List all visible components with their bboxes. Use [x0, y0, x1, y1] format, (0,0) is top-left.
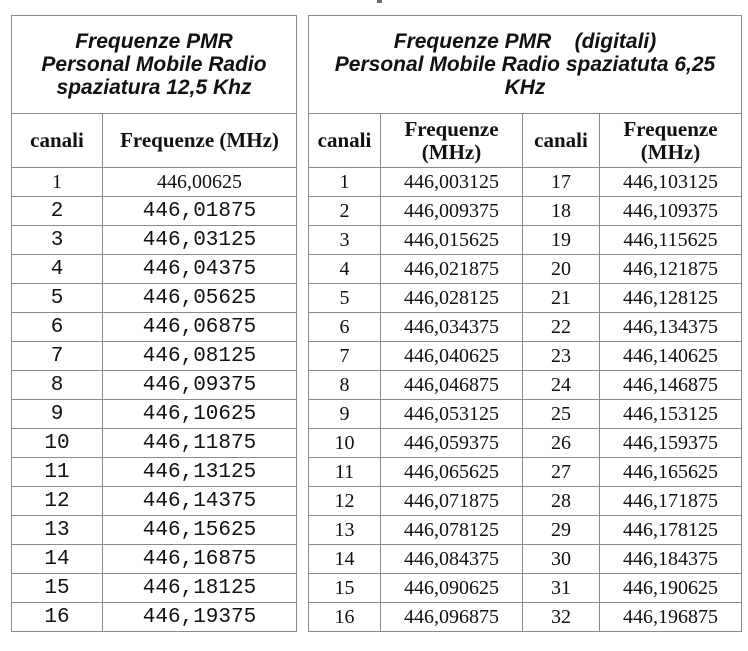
table-title	[309, 16, 742, 114]
header-row	[309, 114, 742, 168]
frequency-cell: 446,196875	[600, 603, 742, 632]
frequency-cell: 446,084375	[381, 545, 523, 574]
channel-cell: 31	[523, 574, 600, 603]
title-line: KHz	[504, 76, 546, 99]
table-row	[12, 545, 297, 574]
frequency-cell: 446,059375	[381, 429, 523, 458]
table-row	[12, 255, 297, 284]
frequency-cell: 446,146875	[600, 371, 742, 400]
table-row	[12, 574, 297, 603]
frequency-cell: 446,128125	[600, 284, 742, 313]
channel-cell: 15	[12, 574, 103, 603]
channel-cell: 15	[309, 574, 381, 603]
table-row	[12, 371, 297, 400]
channel-cell: 8	[12, 371, 103, 400]
frequency-cell: 446,153125	[600, 400, 742, 429]
table-row	[309, 574, 742, 603]
table-row	[12, 487, 297, 516]
table-title	[12, 16, 297, 114]
frequency-cell: 446,053125	[381, 400, 523, 429]
title-line: Personal Mobile Radio spaziatuta 6,25	[334, 53, 716, 76]
table-row	[309, 313, 742, 342]
channel-cell: 2	[309, 197, 381, 226]
table-row	[309, 371, 742, 400]
channel-cell: 13	[309, 516, 381, 545]
frequency-cell: 446,08125	[103, 342, 297, 371]
frequency-cell: 446,00625	[103, 168, 297, 197]
channel-cell: 13	[12, 516, 103, 545]
channel-cell: 10	[309, 429, 381, 458]
frequency-cell: 446,16875	[103, 545, 297, 574]
channel-cell: 3	[12, 226, 103, 255]
frequency-cell: 446,05625	[103, 284, 297, 313]
frequency-cell: 446,11875	[103, 429, 297, 458]
channel-cell: 11	[12, 458, 103, 487]
frequency-cell: 446,134375	[600, 313, 742, 342]
channel-cell: 1	[309, 168, 381, 197]
table-row	[12, 458, 297, 487]
frequency-cell: 446,178125	[600, 516, 742, 545]
frequency-cell: 446,028125	[381, 284, 523, 313]
table-row	[309, 342, 742, 371]
frequency-cell: 446,13125	[103, 458, 297, 487]
frequency-cell: 446,159375	[600, 429, 742, 458]
frequency-cell: 446,078125	[381, 516, 523, 545]
pmr-analog-frequency-table	[11, 15, 297, 632]
channel-cell: 5	[309, 284, 381, 313]
frequency-cell: 446,15625	[103, 516, 297, 545]
table-row	[309, 487, 742, 516]
frequency-cell: 446,109375	[600, 197, 742, 226]
table-title-row	[309, 16, 742, 114]
channel-cell: 7	[309, 342, 381, 371]
pmr-digital-frequency-table	[308, 15, 742, 632]
frequency-cell: 446,19375	[103, 603, 297, 632]
channel-cell: 16	[309, 603, 381, 632]
channel-cell: 1	[12, 168, 103, 197]
table-row	[12, 516, 297, 545]
column-header-frequenze: Frequenze (MHz)	[600, 114, 742, 168]
frequency-cell: 446,003125	[381, 168, 523, 197]
frequency-cell: 446,14375	[103, 487, 297, 516]
frequency-cell: 446,046875	[381, 371, 523, 400]
table-row	[12, 284, 297, 313]
frequency-cell: 446,071875	[381, 487, 523, 516]
channel-cell: 32	[523, 603, 600, 632]
frequency-cell: 446,115625	[600, 226, 742, 255]
channel-cell: 14	[309, 545, 381, 574]
header-row	[12, 114, 297, 168]
frequency-cell: 446,171875	[600, 487, 742, 516]
frequency-cell: 446,015625	[381, 226, 523, 255]
frequency-cell: 446,03125	[103, 226, 297, 255]
channel-cell: 24	[523, 371, 600, 400]
table-row	[309, 400, 742, 429]
table-row	[309, 603, 742, 632]
channel-cell: 12	[309, 487, 381, 516]
table-row	[12, 197, 297, 226]
frequency-cell: 446,121875	[600, 255, 742, 284]
table-row	[12, 313, 297, 342]
frequency-cell: 446,040625	[381, 342, 523, 371]
frequency-cell: 446,10625	[103, 400, 297, 429]
channel-cell: 29	[523, 516, 600, 545]
frequency-cell: 446,090625	[381, 574, 523, 603]
table-row	[309, 168, 742, 197]
channel-cell: 23	[523, 342, 600, 371]
column-header-canali: canali	[309, 114, 381, 168]
table-row	[309, 516, 742, 545]
title-line: Frequenze PMR (digitali)	[393, 30, 657, 53]
channel-cell: 9	[309, 400, 381, 429]
channel-cell: 11	[309, 458, 381, 487]
frequency-cell: 446,096875	[381, 603, 523, 632]
channel-cell: 12	[12, 487, 103, 516]
channel-cell: 20	[523, 255, 600, 284]
frequency-cell: 446,04375	[103, 255, 297, 284]
table-title-row	[12, 16, 297, 114]
channel-cell: 30	[523, 545, 600, 574]
table-row	[309, 197, 742, 226]
title-line: Frequenze PMR	[75, 30, 233, 53]
channel-cell: 17	[523, 168, 600, 197]
table-row	[309, 429, 742, 458]
channel-cell: 9	[12, 400, 103, 429]
channel-cell: 28	[523, 487, 600, 516]
table-row	[12, 168, 297, 197]
table-row	[12, 226, 297, 255]
frequency-cell: 446,034375	[381, 313, 523, 342]
frequency-cell: 446,09375	[103, 371, 297, 400]
channel-cell: 19	[523, 226, 600, 255]
table-row	[309, 545, 742, 574]
channel-cell: 21	[523, 284, 600, 313]
frequency-cell: 446,140625	[600, 342, 742, 371]
table-row	[12, 429, 297, 458]
title-line: Personal Mobile Radio	[41, 53, 267, 76]
table-row	[309, 458, 742, 487]
channel-cell: 8	[309, 371, 381, 400]
frequency-cell: 446,065625	[381, 458, 523, 487]
table-row	[309, 255, 742, 284]
table-row	[309, 226, 742, 255]
frequency-cell: 446,01875	[103, 197, 297, 226]
frequency-cell: 446,190625	[600, 574, 742, 603]
top-edge-mark	[377, 0, 382, 3]
channel-cell: 14	[12, 545, 103, 574]
table-row	[12, 400, 297, 429]
channel-cell: 4	[12, 255, 103, 284]
column-header-canali: canali	[523, 114, 600, 168]
channel-cell: 7	[12, 342, 103, 371]
channel-cell: 6	[12, 313, 103, 342]
title-line: spaziatura 12,5 Khz	[56, 76, 252, 99]
channel-cell: 26	[523, 429, 600, 458]
frequency-cell: 446,103125	[600, 168, 742, 197]
channel-cell: 22	[523, 313, 600, 342]
channel-cell: 4	[309, 255, 381, 284]
channel-cell: 5	[12, 284, 103, 313]
frequency-cell: 446,165625	[600, 458, 742, 487]
frequency-cell: 446,184375	[600, 545, 742, 574]
column-header-canali: canali	[12, 114, 103, 168]
channel-cell: 2	[12, 197, 103, 226]
table-row	[12, 603, 297, 632]
channel-cell: 18	[523, 197, 600, 226]
column-header-frequenze: Frequenze (MHz)	[103, 114, 297, 168]
table-row	[12, 342, 297, 371]
channel-cell: 25	[523, 400, 600, 429]
channel-cell: 10	[12, 429, 103, 458]
column-header-frequenze: Frequenze (MHz)	[381, 114, 523, 168]
frequency-cell: 446,06875	[103, 313, 297, 342]
channel-cell: 3	[309, 226, 381, 255]
channel-cell: 16	[12, 603, 103, 632]
frequency-cell: 446,021875	[381, 255, 523, 284]
frequency-cell: 446,18125	[103, 574, 297, 603]
frequency-cell: 446,009375	[381, 197, 523, 226]
channel-cell: 6	[309, 313, 381, 342]
channel-cell: 27	[523, 458, 600, 487]
table-row	[309, 284, 742, 313]
